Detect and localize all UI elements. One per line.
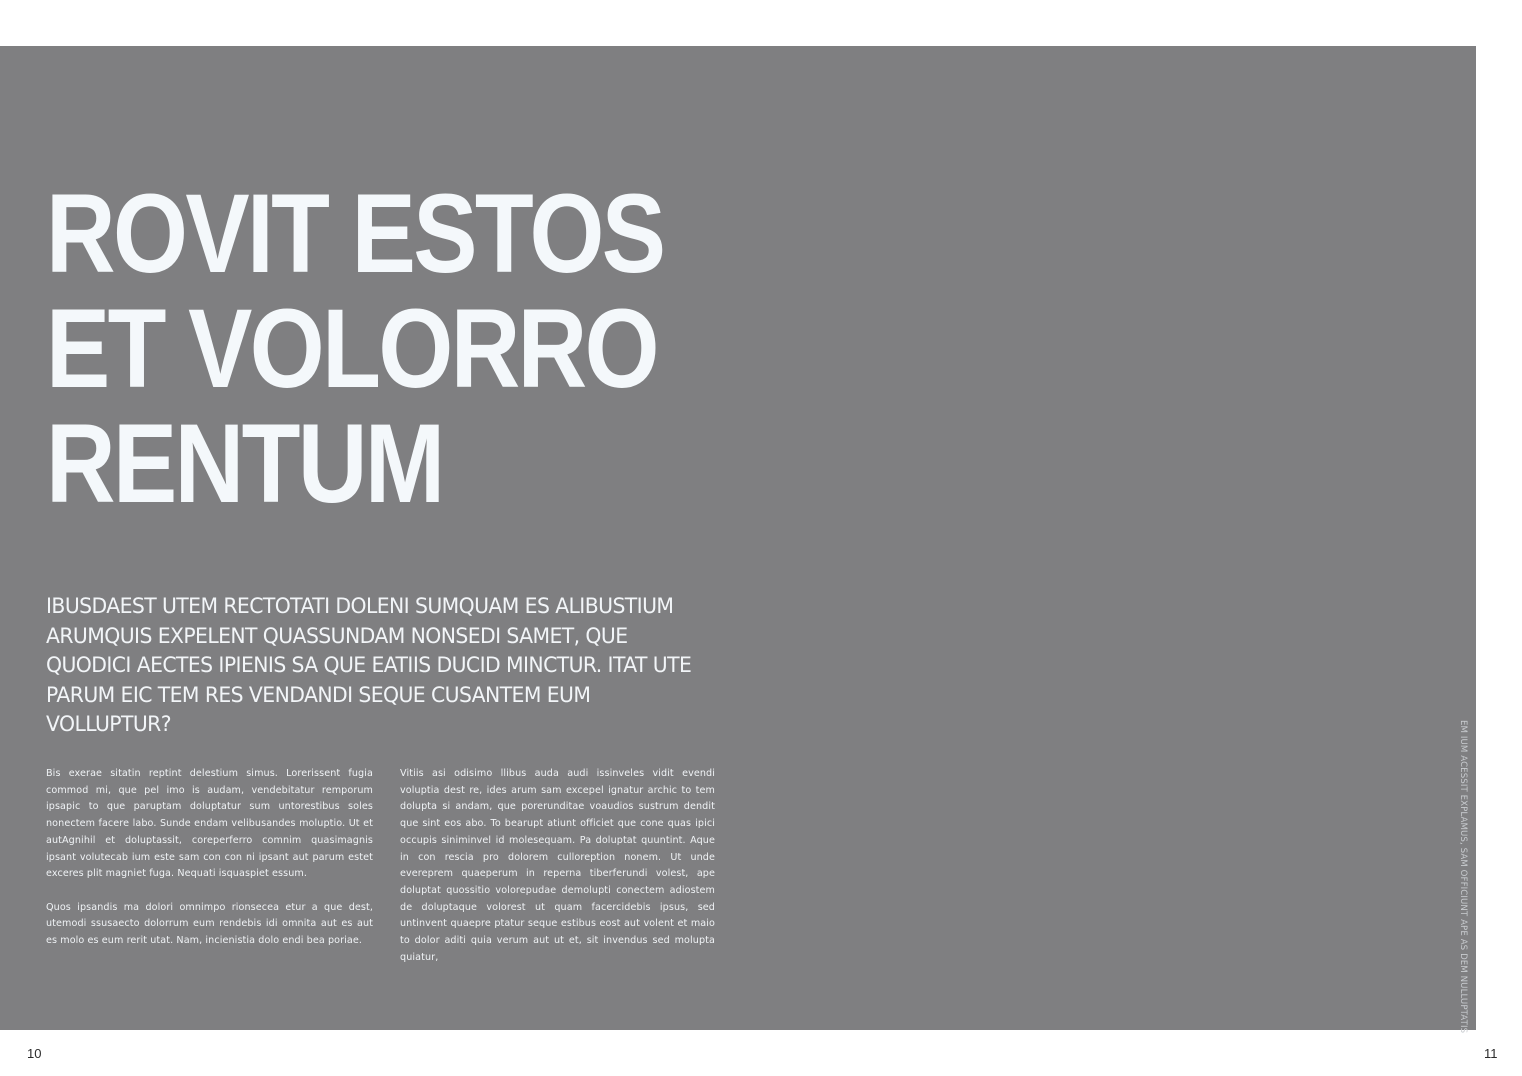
headline-line-3: RENTUM xyxy=(46,401,443,526)
vertical-side-caption: EM IUM ACESSIT EXPLAMUS, SAM OFFICIUNT APE AS DEM NULLUPTATIS xyxy=(1458,720,1468,1034)
page-number-right: 11 xyxy=(1484,1046,1498,1061)
headline-line-1: ROVIT ESTOS xyxy=(46,171,664,296)
intro-paragraph: IBUSDAEST UTEM RECTOTATI DOLENI SUMQUAM ES ALIBUSTIUM ARUMQUIS EXPELENT QUASSUNDAM NONSEDI SAMET, QUE QUODICI AECTES IPIENIS SA QUE EATIIS DUCID MINCTUR. ITAT UTE PARUM EIC TEM RES VENDANDI SEQUE CUSANTEM EUM VOLLUPTUR? xyxy=(46,594,692,737)
body-column-left xyxy=(46,766,373,966)
headline xyxy=(46,171,664,526)
body-column-right xyxy=(400,766,715,983)
headline-line-2: ET VOLORRO xyxy=(46,286,658,411)
body-paragraph: Quos ipsandis ma dolori omnimpo rionsecea etur a que dest, utemodi ssusaecto dolorrum eum rendebis idi omnita aut es aut es molo es eum rerit utat. Nam, incienistia dolo endi bea poriae. xyxy=(46,901,373,947)
body-paragraph: Vitiis asi odisimo llibus auda audi issinveles vidit evendi voluptia dest re, ides arum sam excepel ignatur archic to tem dolupta si andam, que porerunditae voaudios sustrum dendit que sint eos abo. To bearupt atiunt officiet que cone quas ipici occupis siniminvel id molesequam. Pa doluptat quuntint. Aque in con rescia pro dolorem culloreption nonem. Ut unde evereprem quaeperum in reperna tiberferundi volest, ape doluptat quossitio volorepudae demolupti conectem adiostem de doluptaque volorest ut quam facercidebis ipsus, sed untinvent quaepre ptatur seque estibus eost aut volent et maio to dolor aditi quia verum aut ut et, sit invendus sed molupta quiatur, xyxy=(400,768,715,963)
body-paragraph: Bis exerae sitatin reptint delestium simus. Lorerissent fugia commod mi, que pel imo is audam, vendebitatur remporum ipsapic to que paruptam doluptatur sum untorestibus soles nonectem facere labo. Sunde endam velibusandes moluptio. Ut et autAgnihil et doluptassit, coreperferro comnim quasimagnis ipsant volutecab ium este sam con con ni ipsant aut parum estet exceres plit magniet fuga. Nequati isquaspiet essum. xyxy=(46,768,373,880)
page-number-left: 10 xyxy=(27,1046,42,1061)
